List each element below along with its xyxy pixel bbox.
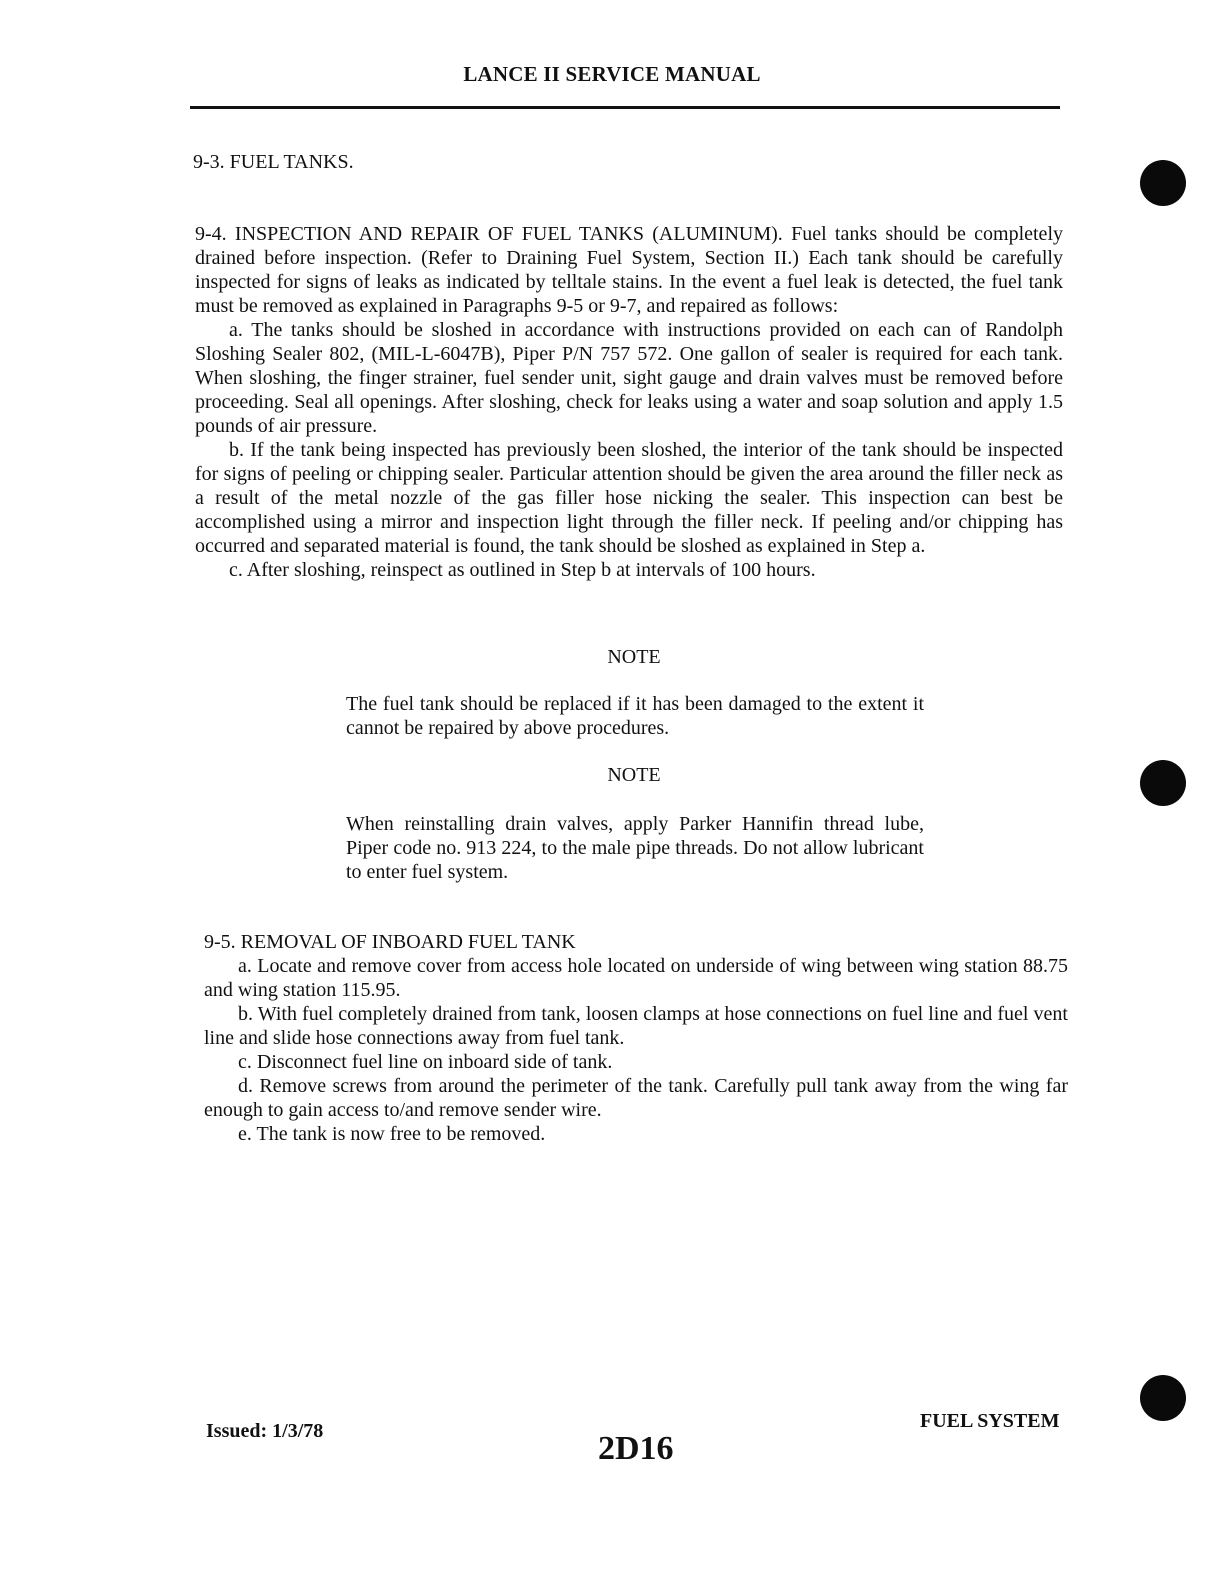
binder-hole-icon [1140, 160, 1186, 206]
section-9-5-title: 9-5. REMOVAL OF INBOARD FUEL TANK [204, 931, 576, 953]
note-text: The fuel tank should be replaced if it has been damaged to the extent it cannot be repaired by above procedures. [346, 693, 924, 739]
header-rule [190, 106, 1060, 109]
section-9-5-step-b: b. With fuel completely drained from tank, loosen clamps at hose connections on fuel line and fuel vent line and slide hose connections away from fuel tank. [204, 1003, 1068, 1049]
note-heading: NOTE [607, 646, 661, 668]
section-name: FUEL SYSTEM [920, 1410, 1060, 1432]
section-9-5 [204, 930, 1068, 1146]
section-9-5-step-c: c. Disconnect fuel line on inboard side of tank. [238, 1051, 613, 1073]
section-9-4-intro: 9-4. INSPECTION AND REPAIR OF FUEL TANKS (ALUMINUM). Fuel tanks should be completely drained before inspection. (Refer to Draining Fuel System, Section II.) Each tank should be carefully inspected for signs of leaks as indicated by telltale stains. In the event a fuel leak is detected, the fuel tank must be removed as explained in Paragraphs 9-5 or 9-7, and repaired as follows: [195, 223, 1063, 317]
section-9-5-step-a: a. Locate and remove cover from access hole located on underside of wing between wing station 88.75 and wing station 115.95. [204, 955, 1068, 1001]
section-9-4-step-c: c. After sloshing, reinspect as outlined in Step b at intervals of 100 hours. [229, 559, 816, 581]
section-9-4-step-a: a. The tanks should be sloshed in accordance with instructions provided on each can of Randolph Sloshing Sealer 802, (MIL-L-6047B), Piper P/N 757 572. One gallon of sealer is required for each tank. When sloshing, the finger strainer, fuel sender unit, sight gauge and drain valves must be removed before proceeding. Seal all openings. After sloshing, check for leaks using a water and soap solution and apply 1.5 pounds of air pressure. [195, 319, 1063, 437]
issued-date: Issued: 1/3/78 [206, 1420, 324, 1442]
binder-hole-icon [1140, 1375, 1186, 1421]
section-9-4-step-b: b. If the tank being inspected has previously been sloshed, the interior of the tank should be inspected for signs of peeling or chipping sealer. Particular attention should be given the area around the filler neck as a result of the metal nozzle of the gas filler hose nicking the sealer. This inspection can best be accomplished using a mirror and inspection light through the filler neck. If peeling and/or chipping has occurred and separated material is found, the tank should be sloshed as explained in Step a. [195, 439, 1063, 557]
section-9-5-step-e: e. The tank is now free to be removed. [238, 1123, 546, 1145]
manual-title: LANCE II SERVICE MANUAL [463, 62, 761, 86]
note-text: When reinstalling drain valves, apply Parker Hannifin thread lube, Piper code no. 913 224, to the male pipe threads. Do not allow lubricant to enter fuel system. [346, 813, 924, 883]
section-9-4 [195, 222, 1063, 582]
section-9-5-step-d: d. Remove screws from around the perimeter of the tank. Carefully pull tank away from the wing far enough to gain access to/and remove sender wire. [204, 1075, 1068, 1121]
note-heading: NOTE [607, 764, 661, 786]
page-code: 2D16 [598, 1430, 674, 1467]
section-9-3-title: 9-3. FUEL TANKS. [193, 151, 354, 173]
